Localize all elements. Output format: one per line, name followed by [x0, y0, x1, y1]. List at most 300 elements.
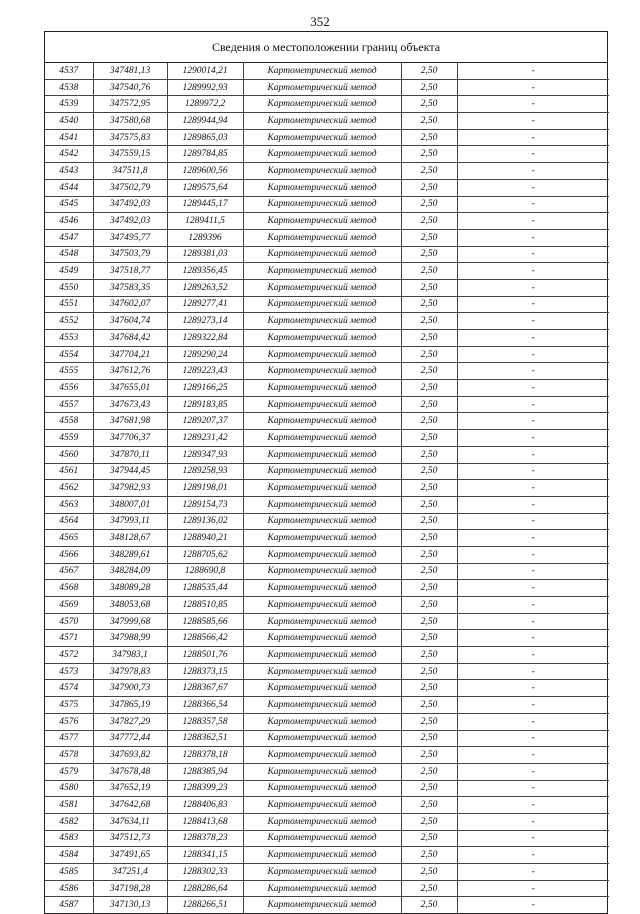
determination-method-cell: Картометрический метод — [243, 864, 401, 881]
description-cell: - — [457, 330, 609, 347]
accuracy-cell: 2,50 — [401, 263, 457, 280]
x-coordinate-cell: 347604,74 — [93, 313, 167, 330]
table-row — [45, 713, 609, 730]
y-coordinate-cell: 1288341,15 — [167, 847, 243, 864]
determination-method-cell: Картометрический метод — [243, 313, 401, 330]
accuracy-cell: 2,50 — [401, 413, 457, 430]
accuracy-cell: 2,50 — [401, 847, 457, 864]
table-row — [45, 880, 609, 897]
determination-method-cell: Картометрический метод — [243, 196, 401, 213]
description-cell: - — [457, 79, 609, 96]
description-cell: - — [457, 630, 609, 647]
description-cell: - — [457, 396, 609, 413]
accuracy-cell: 2,50 — [401, 513, 457, 530]
table-row — [45, 430, 609, 447]
x-coordinate-cell: 347580,68 — [93, 113, 167, 130]
table-row — [45, 864, 609, 881]
determination-method-cell: Картометрический метод — [243, 897, 401, 913]
y-coordinate-cell: 1288566,42 — [167, 630, 243, 647]
determination-method-cell: Картометрический метод — [243, 763, 401, 780]
determination-method-cell: Картометрический метод — [243, 229, 401, 246]
description-cell: - — [457, 146, 609, 163]
point-number-cell: 4546 — [45, 213, 93, 230]
y-coordinate-cell: 1289277,41 — [167, 296, 243, 313]
determination-method-cell: Картометрический метод — [243, 263, 401, 280]
table-row — [45, 613, 609, 630]
description-cell: - — [457, 346, 609, 363]
table-row — [45, 179, 609, 196]
description-cell: - — [457, 213, 609, 230]
table-row — [45, 213, 609, 230]
point-number-cell: 4545 — [45, 196, 93, 213]
y-coordinate-cell: 1288535,44 — [167, 580, 243, 597]
table-row — [45, 96, 609, 113]
point-number-cell: 4553 — [45, 330, 93, 347]
y-coordinate-cell: 1288266,51 — [167, 897, 243, 913]
determination-method-cell: Картометрический метод — [243, 79, 401, 96]
point-number-cell: 4552 — [45, 313, 93, 330]
y-coordinate-cell: 1289396 — [167, 229, 243, 246]
description-cell: - — [457, 847, 609, 864]
description-cell: - — [457, 446, 609, 463]
y-coordinate-cell: 1289972,2 — [167, 96, 243, 113]
point-number-cell: 4561 — [45, 463, 93, 480]
accuracy-cell: 2,50 — [401, 463, 457, 480]
point-number-cell: 4565 — [45, 530, 93, 547]
description-cell: - — [457, 813, 609, 830]
point-number-cell: 4585 — [45, 864, 93, 881]
point-number-cell: 4564 — [45, 513, 93, 530]
y-coordinate-cell: 1289322,84 — [167, 330, 243, 347]
x-coordinate-cell: 347978,83 — [93, 663, 167, 680]
x-coordinate-cell: 347642,68 — [93, 797, 167, 814]
accuracy-cell: 2,50 — [401, 346, 457, 363]
accuracy-cell: 2,50 — [401, 680, 457, 697]
accuracy-cell: 2,50 — [401, 279, 457, 296]
accuracy-cell: 2,50 — [401, 196, 457, 213]
determination-method-cell: Картометрический метод — [243, 146, 401, 163]
determination-method-cell: Картометрический метод — [243, 430, 401, 447]
x-coordinate-cell: 348284,09 — [93, 563, 167, 580]
determination-method-cell: Картометрический метод — [243, 246, 401, 263]
accuracy-cell: 2,50 — [401, 63, 457, 79]
point-number-cell: 4557 — [45, 396, 93, 413]
accuracy-cell: 2,50 — [401, 396, 457, 413]
accuracy-cell: 2,50 — [401, 730, 457, 747]
determination-method-cell: Картометрический метод — [243, 663, 401, 680]
table-row — [45, 530, 609, 547]
coordinates-table — [45, 63, 609, 913]
accuracy-cell: 2,50 — [401, 96, 457, 113]
determination-method-cell: Картометрический метод — [243, 630, 401, 647]
y-coordinate-cell: 1289411,5 — [167, 213, 243, 230]
x-coordinate-cell: 347684,42 — [93, 330, 167, 347]
x-coordinate-cell: 347693,82 — [93, 747, 167, 764]
description-cell: - — [457, 563, 609, 580]
y-coordinate-cell: 1289166,25 — [167, 380, 243, 397]
y-coordinate-cell: 1288378,23 — [167, 830, 243, 847]
x-coordinate-cell: 347612,76 — [93, 363, 167, 380]
accuracy-cell: 2,50 — [401, 897, 457, 913]
description-cell: - — [457, 113, 609, 130]
y-coordinate-cell: 1289263,52 — [167, 279, 243, 296]
x-coordinate-cell: 347983,1 — [93, 647, 167, 664]
description-cell: - — [457, 296, 609, 313]
point-number-cell: 4539 — [45, 96, 93, 113]
table-row — [45, 480, 609, 497]
y-coordinate-cell: 1288406,83 — [167, 797, 243, 814]
determination-method-cell: Картометрический метод — [243, 330, 401, 347]
accuracy-cell: 2,50 — [401, 613, 457, 630]
accuracy-cell: 2,50 — [401, 747, 457, 764]
x-coordinate-cell: 347988,99 — [93, 630, 167, 647]
table-row — [45, 630, 609, 647]
y-coordinate-cell: 1289273,14 — [167, 313, 243, 330]
determination-method-cell: Картометрический метод — [243, 480, 401, 497]
description-cell: - — [457, 763, 609, 780]
x-coordinate-cell: 347481,13 — [93, 63, 167, 79]
table-row — [45, 163, 609, 180]
table-row — [45, 847, 609, 864]
x-coordinate-cell: 347993,11 — [93, 513, 167, 530]
point-number-cell: 4538 — [45, 79, 93, 96]
accuracy-cell: 2,50 — [401, 146, 457, 163]
point-number-cell: 4544 — [45, 179, 93, 196]
table-row — [45, 680, 609, 697]
y-coordinate-cell: 1288366,54 — [167, 697, 243, 714]
x-coordinate-cell: 348007,01 — [93, 496, 167, 513]
accuracy-cell: 2,50 — [401, 113, 457, 130]
determination-method-cell: Картометрический метод — [243, 513, 401, 530]
x-coordinate-cell: 347673,43 — [93, 396, 167, 413]
table-row — [45, 763, 609, 780]
description-cell: - — [457, 413, 609, 430]
description-cell: - — [457, 163, 609, 180]
y-coordinate-cell: 1288690,8 — [167, 563, 243, 580]
accuracy-cell: 2,50 — [401, 446, 457, 463]
description-cell: - — [457, 129, 609, 146]
x-coordinate-cell: 347491,65 — [93, 847, 167, 864]
description-cell: - — [457, 830, 609, 847]
accuracy-cell: 2,50 — [401, 480, 457, 497]
y-coordinate-cell: 1289207,37 — [167, 413, 243, 430]
page-number: 352 — [310, 14, 330, 29]
description-cell: - — [457, 730, 609, 747]
y-coordinate-cell: 1288302,33 — [167, 864, 243, 881]
accuracy-cell: 2,50 — [401, 330, 457, 347]
description-cell: - — [457, 246, 609, 263]
description-cell: - — [457, 897, 609, 913]
point-number-cell: 4574 — [45, 680, 93, 697]
accuracy-cell: 2,50 — [401, 530, 457, 547]
determination-method-cell: Картометрический метод — [243, 597, 401, 614]
y-coordinate-cell: 1289231,42 — [167, 430, 243, 447]
point-number-cell: 4580 — [45, 780, 93, 797]
table-row — [45, 296, 609, 313]
point-number-cell: 4566 — [45, 546, 93, 563]
accuracy-cell: 2,50 — [401, 630, 457, 647]
point-number-cell: 4583 — [45, 830, 93, 847]
point-number-cell: 4541 — [45, 129, 93, 146]
point-number-cell: 4586 — [45, 880, 93, 897]
y-coordinate-cell: 1288385,94 — [167, 763, 243, 780]
point-number-cell: 4556 — [45, 380, 93, 397]
point-number-cell: 4569 — [45, 597, 93, 614]
point-number-cell: 4576 — [45, 713, 93, 730]
x-coordinate-cell: 347900,73 — [93, 680, 167, 697]
x-coordinate-cell: 348053,68 — [93, 597, 167, 614]
x-coordinate-cell: 347198,28 — [93, 880, 167, 897]
point-number-cell: 4582 — [45, 813, 93, 830]
determination-method-cell: Картометрический метод — [243, 463, 401, 480]
table-row — [45, 797, 609, 814]
y-coordinate-cell: 1288510,85 — [167, 597, 243, 614]
description-cell: - — [457, 697, 609, 714]
x-coordinate-cell: 347540,76 — [93, 79, 167, 96]
accuracy-cell: 2,50 — [401, 163, 457, 180]
table-row — [45, 597, 609, 614]
table-row — [45, 229, 609, 246]
point-number-cell: 4571 — [45, 630, 93, 647]
determination-method-cell: Картометрический метод — [243, 129, 401, 146]
point-number-cell: 4537 — [45, 63, 93, 79]
x-coordinate-cell: 347602,07 — [93, 296, 167, 313]
y-coordinate-cell: 1288378,18 — [167, 747, 243, 764]
y-coordinate-cell: 1288286,64 — [167, 880, 243, 897]
y-coordinate-cell: 1288501,76 — [167, 647, 243, 664]
point-number-cell: 4560 — [45, 446, 93, 463]
description-cell: - — [457, 480, 609, 497]
x-coordinate-cell: 347827,29 — [93, 713, 167, 730]
determination-method-cell: Картометрический метод — [243, 213, 401, 230]
determination-method-cell: Картометрический метод — [243, 730, 401, 747]
x-coordinate-cell: 348089,28 — [93, 580, 167, 597]
table-row — [45, 730, 609, 747]
point-number-cell: 4570 — [45, 613, 93, 630]
x-coordinate-cell: 347634,11 — [93, 813, 167, 830]
accuracy-cell: 2,50 — [401, 647, 457, 664]
determination-method-cell: Картометрический метод — [243, 813, 401, 830]
accuracy-cell: 2,50 — [401, 213, 457, 230]
point-number-cell: 4558 — [45, 413, 93, 430]
x-coordinate-cell: 347130,13 — [93, 897, 167, 913]
table-row — [45, 463, 609, 480]
description-cell: - — [457, 363, 609, 380]
determination-method-cell: Картометрический метод — [243, 847, 401, 864]
table-row — [45, 513, 609, 530]
accuracy-cell: 2,50 — [401, 229, 457, 246]
accuracy-cell: 2,50 — [401, 496, 457, 513]
determination-method-cell: Картометрический метод — [243, 530, 401, 547]
determination-method-cell: Картометрический метод — [243, 680, 401, 697]
point-number-cell: 4550 — [45, 279, 93, 296]
table-row — [45, 146, 609, 163]
accuracy-cell: 2,50 — [401, 246, 457, 263]
point-number-cell: 4587 — [45, 897, 93, 913]
x-coordinate-cell: 347583,35 — [93, 279, 167, 296]
description-cell: - — [457, 430, 609, 447]
determination-method-cell: Картометрический метод — [243, 446, 401, 463]
y-coordinate-cell: 1289381,03 — [167, 246, 243, 263]
x-coordinate-cell: 347502,79 — [93, 179, 167, 196]
table-row — [45, 563, 609, 580]
table-row — [45, 330, 609, 347]
accuracy-cell: 2,50 — [401, 864, 457, 881]
description-cell: - — [457, 513, 609, 530]
x-coordinate-cell: 348128,67 — [93, 530, 167, 547]
description-cell: - — [457, 647, 609, 664]
determination-method-cell: Картометрический метод — [243, 179, 401, 196]
y-coordinate-cell: 1289600,56 — [167, 163, 243, 180]
accuracy-cell: 2,50 — [401, 380, 457, 397]
table-row — [45, 396, 609, 413]
y-coordinate-cell: 1289258,93 — [167, 463, 243, 480]
description-cell: - — [457, 747, 609, 764]
determination-method-cell: Картометрический метод — [243, 413, 401, 430]
y-coordinate-cell: 1290014,21 — [167, 63, 243, 79]
determination-method-cell: Картометрический метод — [243, 647, 401, 664]
determination-method-cell: Картометрический метод — [243, 363, 401, 380]
determination-method-cell: Картометрический метод — [243, 613, 401, 630]
determination-method-cell: Картометрический метод — [243, 346, 401, 363]
determination-method-cell: Картометрический метод — [243, 880, 401, 897]
determination-method-cell: Картометрический метод — [243, 580, 401, 597]
accuracy-cell: 2,50 — [401, 580, 457, 597]
point-number-cell: 4548 — [45, 246, 93, 263]
x-coordinate-cell: 347944,45 — [93, 463, 167, 480]
point-number-cell: 4584 — [45, 847, 93, 864]
accuracy-cell: 2,50 — [401, 313, 457, 330]
description-cell: - — [457, 279, 609, 296]
x-coordinate-cell: 347251,4 — [93, 864, 167, 881]
x-coordinate-cell: 347999,68 — [93, 613, 167, 630]
determination-method-cell: Картометрический метод — [243, 780, 401, 797]
description-cell: - — [457, 613, 609, 630]
accuracy-cell: 2,50 — [401, 546, 457, 563]
y-coordinate-cell: 1288399,23 — [167, 780, 243, 797]
x-coordinate-cell: 347678,48 — [93, 763, 167, 780]
accuracy-cell: 2,50 — [401, 813, 457, 830]
determination-method-cell: Картометрический метод — [243, 396, 401, 413]
point-number-cell: 4568 — [45, 580, 93, 597]
point-number-cell: 4559 — [45, 430, 93, 447]
table-row — [45, 346, 609, 363]
determination-method-cell: Картометрический метод — [243, 563, 401, 580]
y-coordinate-cell: 1288357,58 — [167, 713, 243, 730]
determination-method-cell: Картометрический метод — [243, 713, 401, 730]
x-coordinate-cell: 347572,95 — [93, 96, 167, 113]
point-number-cell: 4549 — [45, 263, 93, 280]
determination-method-cell: Картометрический метод — [243, 163, 401, 180]
y-coordinate-cell: 1288362,51 — [167, 730, 243, 747]
description-cell: - — [457, 496, 609, 513]
description-cell: - — [457, 780, 609, 797]
determination-method-cell: Картометрический метод — [243, 797, 401, 814]
table-row — [45, 380, 609, 397]
point-number-cell: 4575 — [45, 697, 93, 714]
y-coordinate-cell: 1289356,45 — [167, 263, 243, 280]
table-row — [45, 446, 609, 463]
description-cell: - — [457, 380, 609, 397]
table-row — [45, 546, 609, 563]
accuracy-cell: 2,50 — [401, 713, 457, 730]
point-number-cell: 4562 — [45, 480, 93, 497]
y-coordinate-cell: 1289575,64 — [167, 179, 243, 196]
y-coordinate-cell: 1288940,21 — [167, 530, 243, 547]
description-cell: - — [457, 263, 609, 280]
y-coordinate-cell: 1288367,67 — [167, 680, 243, 697]
description-cell: - — [457, 530, 609, 547]
accuracy-cell: 2,50 — [401, 697, 457, 714]
accuracy-cell: 2,50 — [401, 763, 457, 780]
x-coordinate-cell: 348289,61 — [93, 546, 167, 563]
description-cell: - — [457, 313, 609, 330]
y-coordinate-cell: 1289445,17 — [167, 196, 243, 213]
description-cell: - — [457, 880, 609, 897]
table-row — [45, 79, 609, 96]
accuracy-cell: 2,50 — [401, 663, 457, 680]
x-coordinate-cell: 347870,11 — [93, 446, 167, 463]
description-cell: - — [457, 179, 609, 196]
x-coordinate-cell: 347512,73 — [93, 830, 167, 847]
accuracy-cell: 2,50 — [401, 880, 457, 897]
table-row — [45, 279, 609, 296]
x-coordinate-cell: 347681,98 — [93, 413, 167, 430]
x-coordinate-cell: 347511,8 — [93, 163, 167, 180]
accuracy-cell: 2,50 — [401, 129, 457, 146]
determination-method-cell: Картометрический метод — [243, 96, 401, 113]
x-coordinate-cell: 347865,19 — [93, 697, 167, 714]
accuracy-cell: 2,50 — [401, 597, 457, 614]
determination-method-cell: Картометрический метод — [243, 747, 401, 764]
point-number-cell: 4554 — [45, 346, 93, 363]
table-row — [45, 813, 609, 830]
accuracy-cell: 2,50 — [401, 296, 457, 313]
y-coordinate-cell: 1288373,15 — [167, 663, 243, 680]
description-cell: - — [457, 63, 609, 79]
point-number-cell: 4567 — [45, 563, 93, 580]
description-cell: - — [457, 663, 609, 680]
boundary-coordinates-sheet — [44, 31, 608, 914]
description-cell: - — [457, 463, 609, 480]
y-coordinate-cell: 1288413,68 — [167, 813, 243, 830]
table-row — [45, 780, 609, 797]
point-number-cell: 4563 — [45, 496, 93, 513]
description-cell: - — [457, 864, 609, 881]
table-row — [45, 830, 609, 847]
table-row — [45, 496, 609, 513]
x-coordinate-cell: 347559,15 — [93, 146, 167, 163]
x-coordinate-cell: 347704,21 — [93, 346, 167, 363]
description-cell: - — [457, 597, 609, 614]
x-coordinate-cell: 347495,77 — [93, 229, 167, 246]
accuracy-cell: 2,50 — [401, 79, 457, 96]
table-row — [45, 580, 609, 597]
y-coordinate-cell: 1289136,02 — [167, 513, 243, 530]
determination-method-cell: Картометрический метод — [243, 830, 401, 847]
table-row — [45, 413, 609, 430]
y-coordinate-cell: 1289223,43 — [167, 363, 243, 380]
determination-method-cell: Картометрический метод — [243, 279, 401, 296]
determination-method-cell: Картометрический метод — [243, 380, 401, 397]
point-number-cell: 4542 — [45, 146, 93, 163]
y-coordinate-cell: 1289784,85 — [167, 146, 243, 163]
description-cell: - — [457, 229, 609, 246]
x-coordinate-cell: 347706,37 — [93, 430, 167, 447]
x-coordinate-cell: 347655,01 — [93, 380, 167, 397]
accuracy-cell: 2,50 — [401, 430, 457, 447]
description-cell: - — [457, 96, 609, 113]
